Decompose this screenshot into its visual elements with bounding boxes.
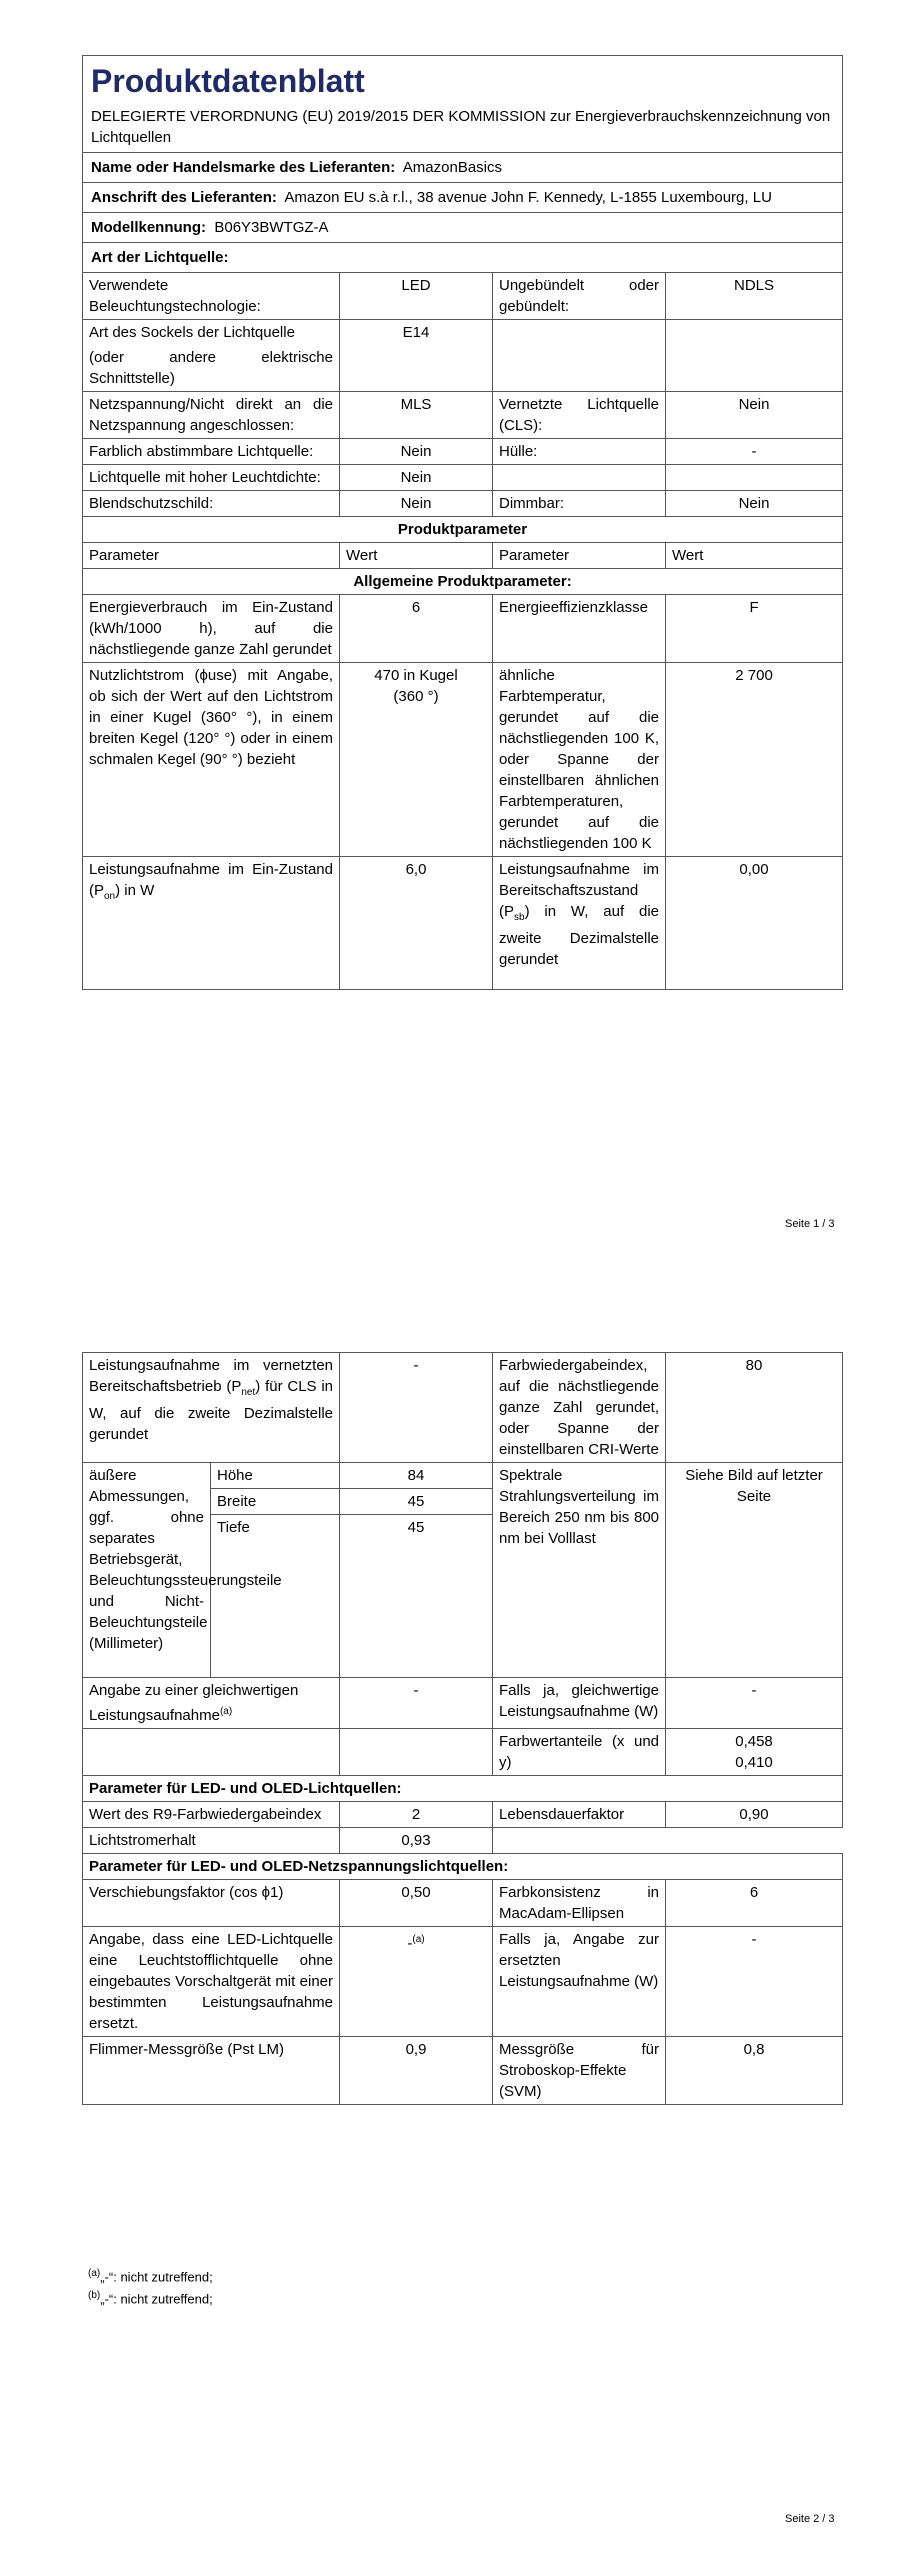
mains-label: Netzspannung/Nicht direkt an die Netzspannung angeschlossen:	[83, 392, 340, 439]
replaced-power-label: Falls ja, Angabe zur ersetzten Leistungsaufnahme (W)	[493, 1927, 666, 2037]
r9-label: Wert des R9-Farbwiedergabeindex	[83, 1802, 340, 1828]
dimmable-value: Nein	[666, 491, 843, 517]
cap-type-value: E14	[340, 320, 493, 392]
on-mode-power-label: Leistungsaufnahme im Ein-Zustand $(P_{on})$ in W	[83, 857, 340, 990]
page-title: Produktdatenblatt	[91, 63, 365, 99]
light-source-type-heading: Art der Lichtquelle:	[91, 249, 229, 266]
cap-type-label: Art des Sockels der Lichtquelle	[89, 324, 295, 341]
useful-flux-label: Nutzlichtstrom (ϕuse) mit Angabe, ob sich der Wert auf den Lichtstrom in einer Kugel (360° °), in einem breiten Kegel (120° °) oder in einem schmalen Kegel (90° °) bezieht	[83, 663, 340, 857]
colour-consistency-label: Farbkonsistenz in MacAdam-Ellipsen	[493, 1880, 666, 1927]
column-header-parameter: Parameter	[83, 543, 340, 569]
flicker-metric-label: Flimmer-Messgröße (Pst LM)	[83, 2037, 340, 2105]
fluorescent-replacement-label: Angabe, dass eine LED-Lichtquelle eine Leuchtstofflichtquelle ohne eingebautes Vorschaltgerät mit einer bestimmten Leistungsaufnahme ersetzt.	[83, 1927, 340, 2037]
cls-value: Nein	[666, 392, 843, 439]
product-parameters-heading: Produktparameter	[83, 517, 843, 543]
standby-power-label: Leistungsaufnahme im Bereitschaftszustand $(P_{sb})$ in W, auf die zweite Dezimalstelle gerundet	[493, 857, 666, 990]
mains-led-parameters-heading: Parameter für LED- und OLED-Netzspannungslichtquellen:	[83, 1854, 843, 1880]
product-datasheet-table	[82, 55, 843, 990]
cap-type-label-cont: (oder andere elektrische Schnittstelle)	[89, 349, 333, 387]
regulation-subtitle: DELEGIERTE VERORDNUNG (EU) 2019/2015 DER KOMMISSION zur Energieverbrauchskennzeichnung von Lichtquellen	[91, 108, 831, 146]
footnote-a: $^{(a)}$„-“: nicht zutreffend;	[88, 2268, 213, 2285]
r9-value: 2	[340, 1802, 493, 1828]
colour-temperature-value: 2 700	[666, 663, 843, 857]
fluorescent-replacement-value: -$^{(a)}$	[340, 1927, 493, 2037]
colour-temperature-label: ähnliche Farbtemperatur, gerundet auf die nächstliegenden 100 K, oder Spanne der einstellbaren ähnlichen Farbtemperaturen, gerundet auf die nächstliegenden 100 K	[493, 663, 666, 857]
led-parameters-heading: Parameter für LED- und OLED-Lichtquellen:	[83, 1776, 843, 1802]
nondirectional-value: NDLS	[666, 273, 843, 320]
depth-label: Tiefe	[217, 1519, 250, 1536]
width-label: Breite	[211, 1489, 339, 1515]
width-value: 45	[340, 1489, 492, 1515]
cri-label: Farbwiedergabeindex, auf die nächstliegende ganze Zahl gerundet, oder Spanne der einstellbaren CRI-Werte	[493, 1353, 666, 1463]
technology-value: LED	[340, 273, 493, 320]
high-luminance-label: Lichtquelle mit hoher Leuchtdichte:	[83, 465, 340, 491]
supplier-address-value: Amazon EU s.à r.l., 38 avenue John F. Kennedy, L-1855 Luxembourg, LU	[284, 189, 772, 206]
column-header-parameter-2: Parameter	[493, 543, 666, 569]
lumen-maintenance-label: Lichtstromerhalt	[83, 1828, 340, 1854]
energy-class-value: F	[666, 595, 843, 663]
anti-glare-value: Nein	[340, 491, 493, 517]
cls-label: Vernetzte Lichtquelle (CLS):	[493, 392, 666, 439]
footnote-b: $^{(b)}$„-“: nicht zutreffend;	[88, 2290, 213, 2307]
equivalent-power-value: -	[666, 1678, 843, 1729]
stroboscopic-metric-value: 0,8	[666, 2037, 843, 2105]
networked-standby-label: Leistungsaufnahme im vernetzten Bereitschaftsbetrieb $(P_{net})$ für CLS in W, auf die zweite Dezimalstelle gerundet	[83, 1353, 340, 1463]
page-number: Seite 1 / 3	[785, 1218, 835, 1230]
anti-glare-label: Blendschutzschild:	[83, 491, 340, 517]
supplier-name-label: Name oder Handelsmarke des Lieferanten:	[91, 159, 396, 176]
product-datasheet-table-cont	[82, 1352, 843, 2105]
high-luminance-value: Nein	[340, 465, 493, 491]
displacement-factor-label: Verschiebungsfaktor (cos ϕ1)	[83, 1880, 340, 1927]
technology-label: Verwendete Beleuchtungstechnologie:	[83, 273, 340, 320]
mains-value: MLS	[340, 392, 493, 439]
flicker-metric-value: 0,9	[340, 2037, 493, 2105]
depth-value: 45	[407, 1519, 425, 1536]
replaced-power-value: -	[666, 1927, 843, 2037]
supplier-address-label: Anschrift des Lieferanten:	[91, 189, 277, 206]
chromaticity-y-value: 0,410	[735, 1754, 773, 1771]
colour-tunable-label: Farblich abstimmbare Lichtquelle:	[83, 439, 340, 465]
spectral-distribution-label: Spektrale Strahlungsverteilung im Bereich 250 nm bis 800 nm bei Volllast	[493, 1463, 666, 1678]
lumen-maintenance-value: 0,93	[340, 1828, 493, 1854]
chromaticity-label: Farbwertanteile (x und y)	[493, 1729, 666, 1776]
colour-consistency-value: 6	[666, 1880, 843, 1927]
useful-flux-value-cone: (360 °)	[393, 688, 439, 705]
survival-factor-value: 0,90	[666, 1802, 843, 1828]
column-header-value-2: Wert	[666, 543, 843, 569]
height-label: Höhe	[211, 1463, 339, 1489]
nondirectional-label: Ungebündelt oder gebündelt:	[493, 273, 666, 320]
on-mode-power-value: 6,0	[340, 857, 493, 990]
envelope-label: Hülle:	[493, 439, 666, 465]
dimensions-label: äußere Abmessungen, ggf. ohne separates Betriebsgerät, Beleuchtungssteuerungsteile und Nicht-Beleuchtungsteile (Millimeter)	[83, 1463, 211, 1678]
energy-consumption-value: 6	[340, 595, 493, 663]
displacement-factor-value: 0,50	[340, 1880, 493, 1927]
dimmable-label: Dimmbar:	[493, 491, 666, 517]
equivalent-power-claim-value: -	[340, 1678, 493, 1729]
envelope-value: -	[666, 439, 843, 465]
networked-standby-value: -	[340, 1353, 493, 1463]
equivalent-power-label: Falls ja, gleichwertige Leistungsaufnahme (W)	[493, 1678, 666, 1729]
survival-factor-label: Lebensdauerfaktor	[493, 1802, 666, 1828]
height-value: 84	[340, 1463, 492, 1489]
colour-tunable-value: Nein	[340, 439, 493, 465]
page-number-2: Seite 2 / 3	[785, 2513, 835, 2525]
model-label: Modellkennung:	[91, 219, 206, 236]
stroboscopic-metric-label: Messgröße für Stroboskop-Effekte (SVM)	[493, 2037, 666, 2105]
column-header-value: Wert	[340, 543, 493, 569]
general-parameters-heading: Allgemeine Produktparameter:	[83, 569, 843, 595]
energy-consumption-label: Energieverbrauch im Ein-Zustand (kWh/1000 h), auf die nächstliegende ganze Zahl gerundet	[83, 595, 340, 663]
cri-value: 80	[666, 1353, 843, 1463]
chromaticity-x-value: 0,458	[735, 1733, 773, 1750]
useful-flux-value: 470 in Kugel	[374, 667, 458, 684]
model-value: B06Y3BWTGZ-A	[214, 219, 329, 236]
energy-class-label: Energieeffizienzklasse	[493, 595, 666, 663]
spectral-distribution-value: Siehe Bild auf letzter Seite	[666, 1463, 843, 1678]
equivalent-power-claim-label: Angabe zu einer gleichwertigen Leistungsaufnahme$^{(a)}$	[83, 1678, 340, 1729]
supplier-name-value: AmazonBasics	[402, 159, 503, 176]
standby-power-value: 0,00	[666, 857, 843, 990]
